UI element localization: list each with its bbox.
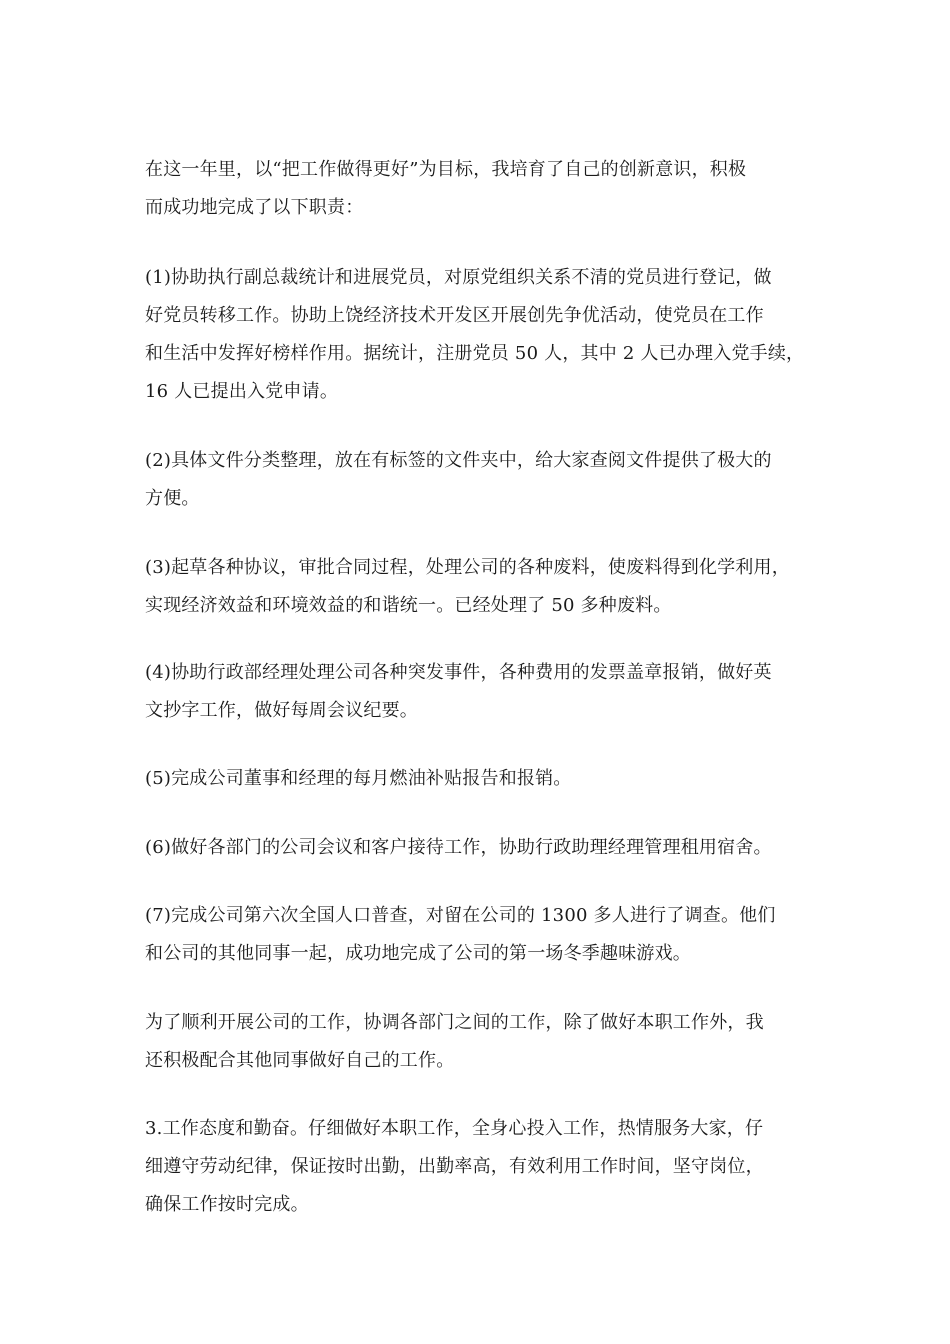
paragraph-line: (4)协助行政部经理处理公司各种突发事件，各种费用的发票盖章报销，做好英 [145, 662, 772, 683]
paragraph-line: (7)完成公司第六次全国人口普查，对留在公司的 1300 多人进行了调查。他们 [145, 905, 776, 926]
paragraph-line: 和公司的其他同事一起，成功地完成了公司的第一场冬季趣味游戏。 [145, 943, 691, 964]
paragraph-line: (1)协助执行副总裁统计和进展党员，对原党组织关系不清的党员进行登记，做 [145, 267, 772, 288]
paragraph-line: 为了顺利开展公司的工作，协调各部门之间的工作，除了做好本职工作外，我 [145, 1012, 764, 1033]
paragraph-line: 而成功地完成了以下职责： [145, 197, 364, 218]
paragraph-line: (5)完成公司董事和经理的每月燃油补贴报告和报销。 [145, 768, 572, 789]
paragraph-line: 还积极配合其他同事做好自己的工作。 [145, 1050, 455, 1071]
paragraph-line: (3)起草各种协议，审批合同过程，处理公司的各种废料，使废料得到化学利用， [145, 557, 790, 578]
paragraph-line: 方便。 [145, 488, 200, 509]
paragraph-line: 16 人已提出入党申请。 [145, 381, 339, 402]
paragraph-line: 在这一年里，以“把工作做得更好”为目标，我培育了自己的创新意识，积极 [145, 159, 747, 180]
paragraph-line: 和生活中发挥好榜样作用。据统计，注册党员 50 人，其中 2 人已办理入党手续， [145, 343, 805, 364]
paragraph-line: (6)做好各部门的公司会议和客户接待工作，协助行政助理经理管理租用宿舍。 [145, 837, 772, 858]
paragraph-line: 好党员转移工作。协助上饶经济技术开发区开展创先争优活动，使党员在工作 [145, 305, 764, 326]
paragraph-line: (2)具体文件分类整理，放在有标签的文件夹中，给大家查阅文件提供了极大的 [145, 450, 772, 471]
paragraph-line: 确保工作按时完成。 [145, 1194, 309, 1215]
paragraph-line: 细遵守劳动纪律，保证按时出勤，出勤率高，有效利用工作时间，坚守岗位， [145, 1156, 764, 1177]
paragraph-line: 实现经济效益和环境效益的和谐统一。已经处理了 50 多种废料。 [145, 595, 672, 616]
paragraph-line: 文抄字工作，做好每周会议纪要。 [145, 700, 418, 721]
paragraph-line: 3.工作态度和勤奋。仔细做好本职工作，全身心投入工作，热情服务大家，仔 [145, 1118, 764, 1139]
